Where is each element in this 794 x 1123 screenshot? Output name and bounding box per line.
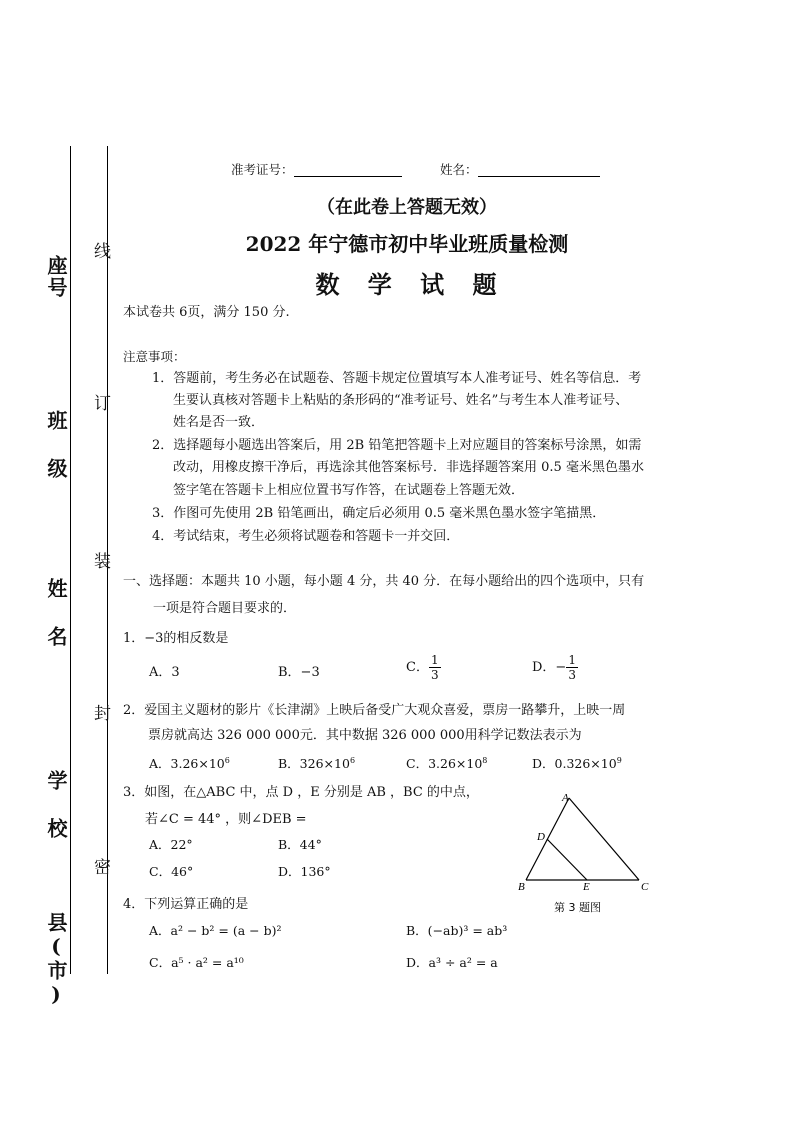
q3-stem-2: 若∠C = 44° ，则∠DEB = (145, 812, 307, 827)
q3-option-a: A．22° (149, 837, 193, 852)
q4-option-d: D．a³ ÷ a² = a (406, 955, 498, 970)
q4-option-b: B．(−ab)³ = ab³ (406, 923, 508, 938)
q2-stem-2: 票房就高达 326 000 000元．其中数据 326 000 000用科学记数法表示为 (148, 728, 582, 743)
q2-option-b (278, 754, 355, 772)
q2-a-exp: 6 (224, 755, 230, 765)
vertex-b-label: B (518, 881, 525, 893)
note-4: 4．考试结束，考生必须将试题卷和答题卡一并交回． (152, 529, 460, 544)
exam-id-label: 准考证号： (231, 162, 294, 177)
q1-option-c (406, 653, 441, 682)
q1-option-b: B．−3 (278, 665, 320, 680)
vertex-a-label: A (562, 792, 569, 804)
q4-option-c: C．a⁵ · a² = a¹⁰ (149, 955, 244, 970)
exam-id-field (231, 160, 402, 178)
note-2a: 2．选择题每小题选出答案后，用 2B 铅笔把答题卡上对应题目的答案标号涂黑，如需 (152, 438, 642, 453)
q2-option-d (532, 754, 622, 772)
notes-heading: 注意事项： (123, 349, 186, 364)
invalid-note: （在此卷上答题无效） (317, 197, 497, 218)
label-xian: 线 (90, 242, 110, 259)
exam-title: 2022 年宁德市初中毕业班质量检测 (245, 232, 569, 256)
q1-c-denominator: 3 (430, 668, 439, 682)
vertex-d-label: D (537, 831, 545, 843)
edge-ac (569, 798, 639, 880)
q3-stem-1: 3．如图，在△ABC 中，点 D ，E 分别是 AB ，BC 的中点， (123, 785, 479, 800)
q2-b-exp: 6 (349, 755, 356, 765)
label-ding: 订 (90, 394, 110, 411)
q1-option-c-prefix: C． (406, 660, 429, 675)
name-field (440, 160, 600, 178)
q2-d-base: D．0.326×10 (532, 756, 617, 771)
q2-option-c (406, 754, 487, 772)
q1-c-numerator: 1 (430, 653, 439, 667)
q2-d-exp: 9 (616, 755, 622, 765)
q3-option-c: C．46° (149, 864, 194, 879)
q1-d-denominator: 3 (568, 668, 576, 682)
q1-option-a: A．3 (149, 665, 180, 680)
note-1b: 生要认真核对答题卡上粘贴的条形码的“准考证号、姓名”与考生本人准考证号、 (173, 393, 629, 408)
note-2b: 改动，用橡皮擦干净后，再选涂其他答案标号．非选择题答案用 0.5 毫米黑色墨水 (173, 460, 644, 475)
q2-c-base: C．3.26×10 (406, 756, 483, 771)
q2-option-a (149, 754, 230, 772)
q1-d-numerator: 1 (568, 653, 576, 667)
label-seat: 座号 (44, 255, 68, 299)
q1-option-d (532, 653, 578, 682)
q2-b-base: B．326×10 (278, 756, 350, 771)
vertex-c-label: C (641, 881, 649, 893)
label-mi: 密 (90, 858, 110, 875)
label-name: 姓 名 (44, 578, 68, 648)
q4-stem: 4．下列运算正确的是 (123, 897, 249, 912)
note-1c: 姓名是否一致． (173, 415, 265, 430)
section1-line2: 一项是符合题目要求的． (153, 601, 297, 616)
label-zhuang: 装 (90, 552, 110, 569)
label-school: 学 校 (44, 770, 68, 840)
q1-option-d-prefix: D．− (532, 660, 567, 675)
paper-info: 本试卷共 6页，满分 150 分. (123, 305, 290, 320)
segment-de (547, 839, 587, 880)
q3-triangle-figure (510, 788, 660, 913)
note-3: 3．作图可先使用 2B 铅笔画出，确定后必须用 0.5 毫米黑色墨水签字笔描黑． (152, 506, 606, 521)
name-label: 姓名： (440, 162, 478, 177)
subject-title: 数 学 试 题 (315, 270, 507, 299)
q4-option-a: A．a² − b² = (a − b)² (149, 923, 282, 938)
section1-line1: 一、选择题：本题共 10 小题，每小题 4 分，共 40 分．在每小题给出的四个选项中，只有 (123, 574, 645, 589)
q1-stem: 1．−3的相反数是 (123, 631, 229, 646)
q3-option-d: D．136° (278, 864, 331, 879)
figure-caption: 第 3 题图 (554, 901, 601, 913)
q3-option-b: B．44° (278, 837, 322, 852)
q2-stem-1: 2．爱国主义题材的影片《长津湖》上映后备受广大观众喜爱，票房一路攀升，上映一周 (123, 703, 626, 718)
note-2c: 签字笔在答题卡上相应位置书写作答，在试题卷上答题无效． (173, 483, 525, 498)
label-feng: 封 (90, 704, 110, 721)
vertex-e-label: E (583, 881, 590, 893)
q2-a-base: A．3.26×10 (149, 756, 225, 771)
label-county: 县(市) (44, 912, 68, 1008)
note-1a: 1．答题前，考生务必在试题卷、答题卡规定位置填写本人准考证号、姓名等信息．考 (152, 371, 642, 386)
q2-c-exp: 8 (482, 755, 488, 765)
label-class: 班 级 (44, 410, 68, 480)
